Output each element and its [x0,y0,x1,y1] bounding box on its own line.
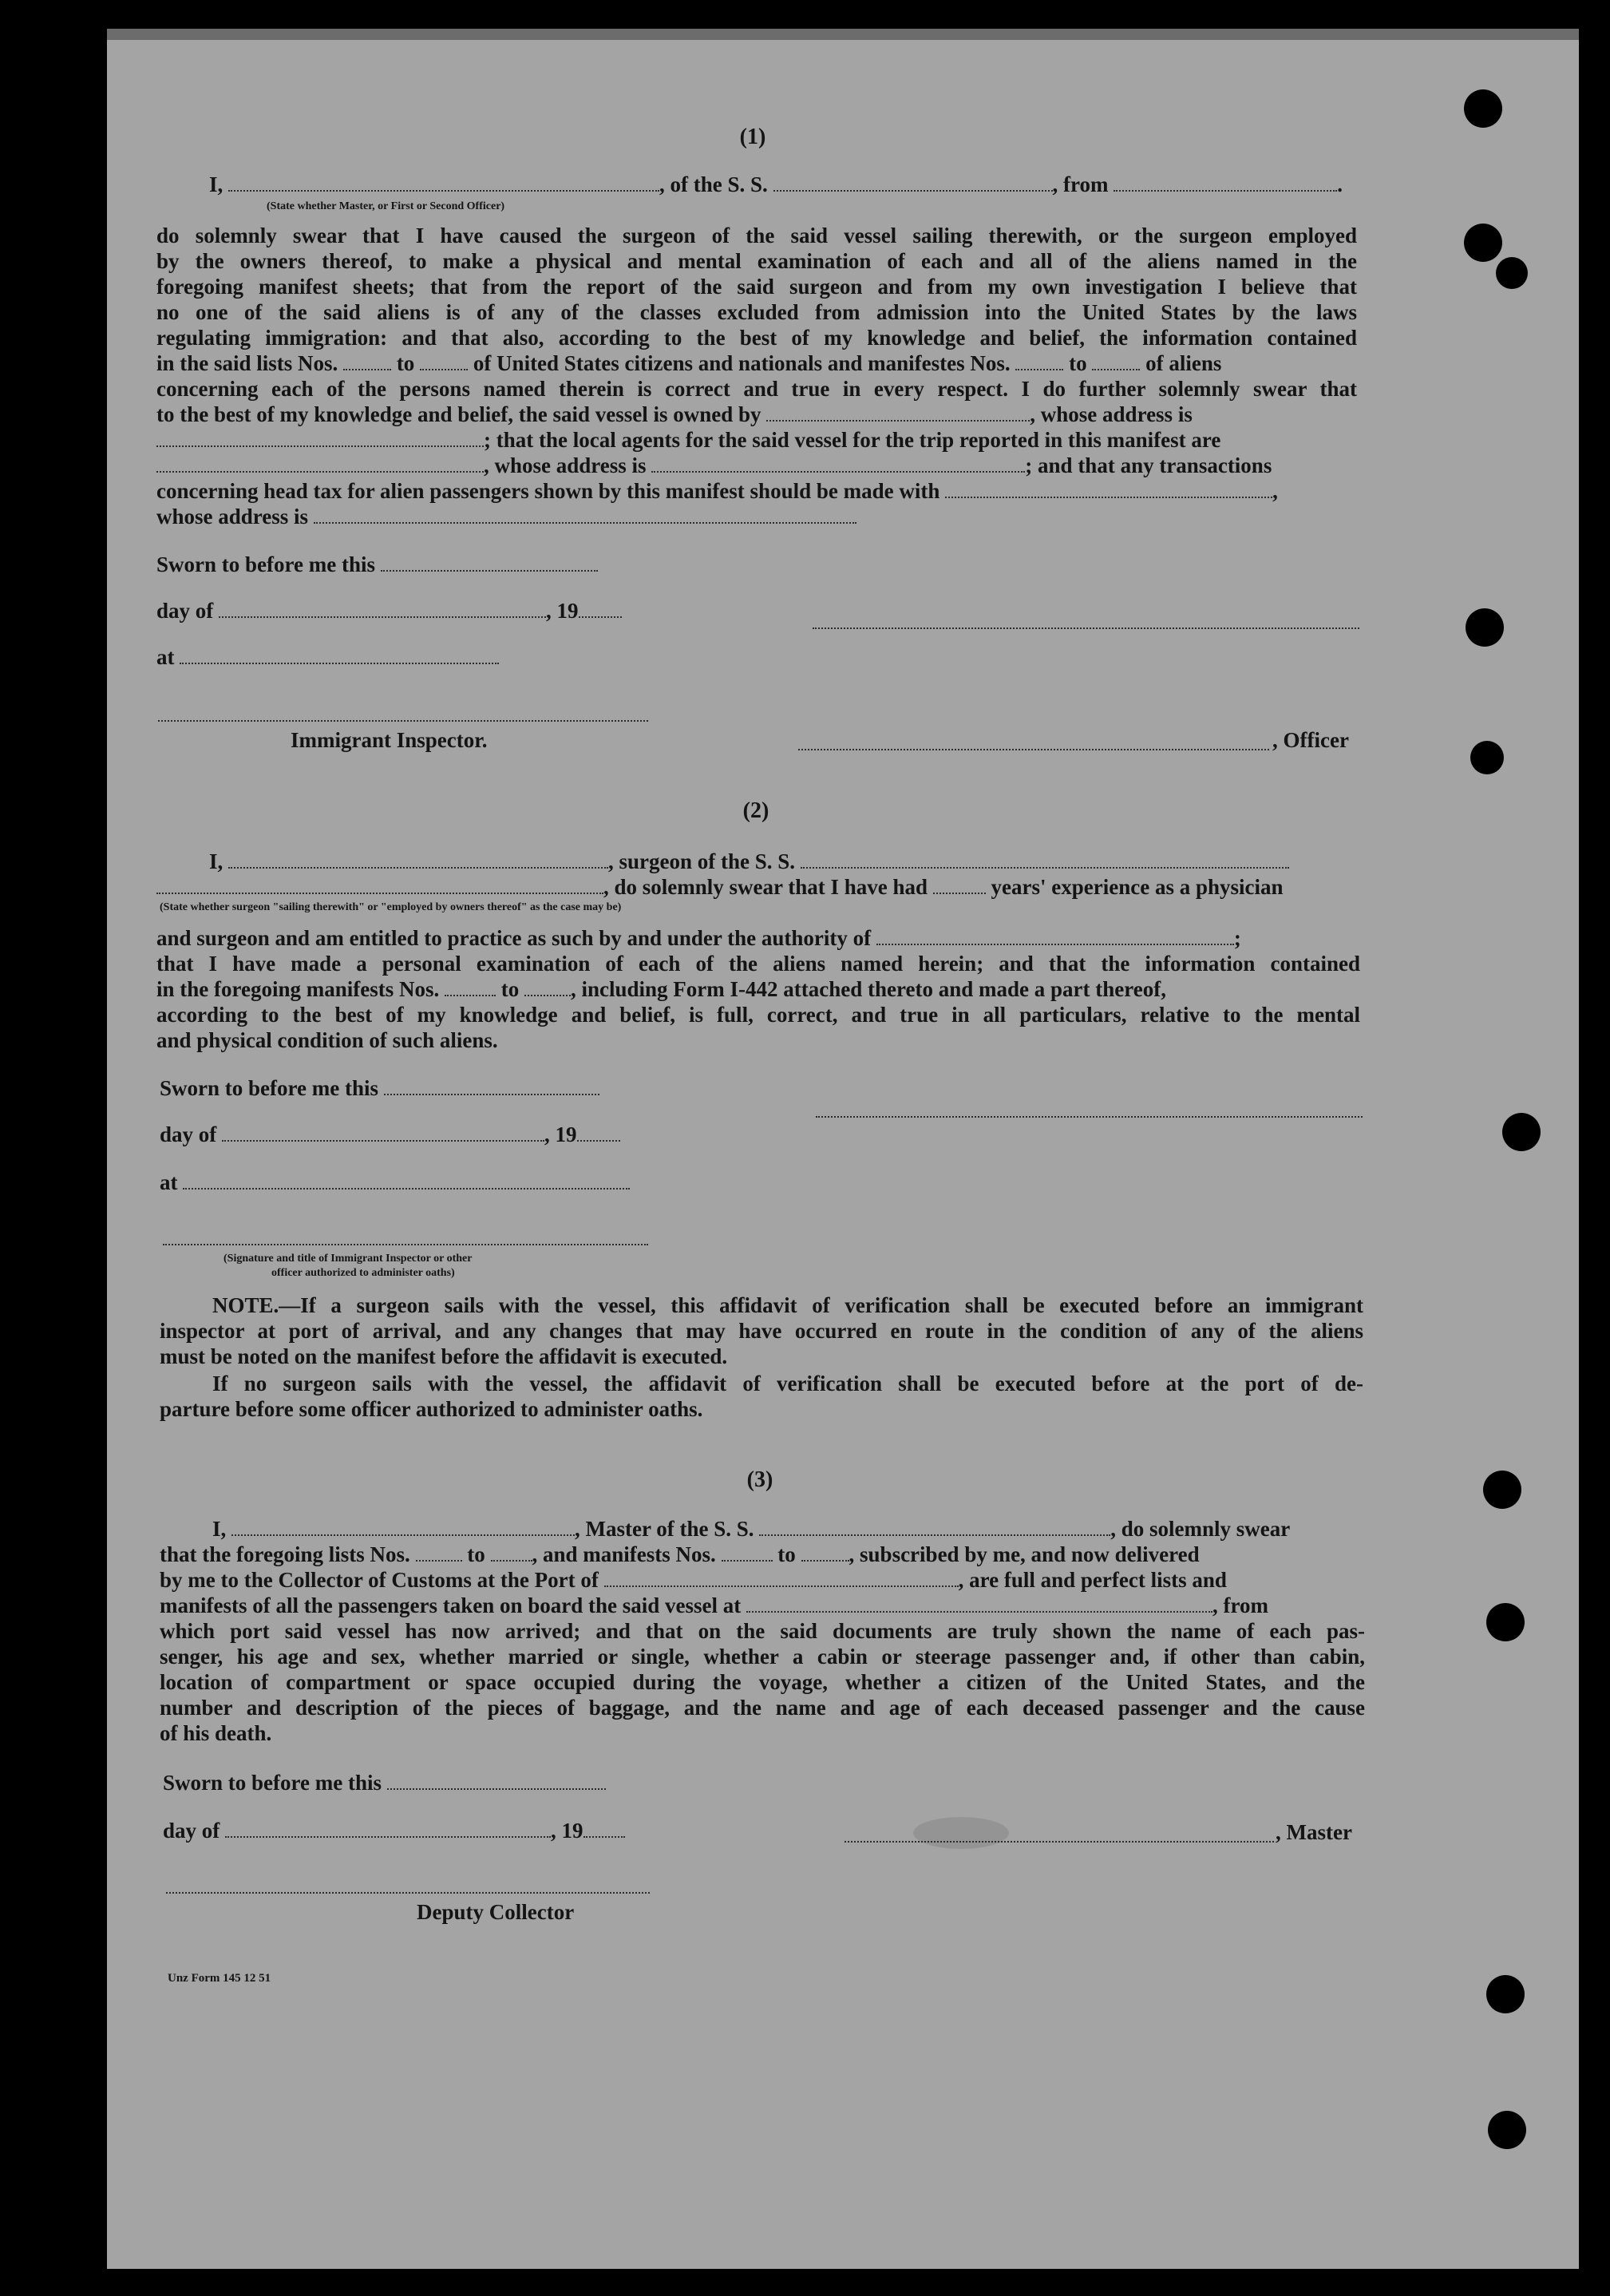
field-agents-address[interactable] [651,453,1025,473]
inspector-signature-line [158,720,648,722]
section-2-para-line: and physical condition of such aliens. [156,1028,498,1052]
section-1-number: (1) [739,125,766,149]
field-local-agents[interactable] [156,453,484,473]
field-sworn-day[interactable] [387,1771,606,1790]
text: of United States citizens and nationals and manifestes Nos. [473,351,1011,375]
text: at [160,1170,178,1194]
field-manifests-from[interactable] [1015,351,1063,370]
section-1-para-line [156,477,1278,505]
text: , [1272,479,1278,503]
section-3-sworn [163,1769,606,1796]
section-2-para-line: that I have made a personal examination of each of the aliens named herein; and that the information contained [156,952,1360,976]
section-2-number: (2) [742,798,769,823]
field-sworn-day[interactable] [384,1076,599,1095]
note-line: If no surgeon sails with the vessel, the affidavit of verification shall be executed before at the port of de- [212,1372,1363,1395]
field-vessel-name[interactable] [759,1517,1110,1536]
field-owner[interactable] [766,402,1030,422]
field-port[interactable] [604,1568,959,1587]
field-surgeon-name[interactable] [228,849,608,869]
section-3-para-line: which port said vessel has now arrived; and that on the said documents are truly shown the name of each pas- [160,1619,1365,1643]
officer-signature-line [798,749,1269,750]
text: , from [1052,172,1109,196]
field-boarding-port[interactable] [746,1593,1212,1613]
section-1-para-line [156,350,1221,377]
section-2-line-2 [156,873,1284,901]
section-2-day-of [160,1121,620,1148]
field-manifests-to[interactable] [801,1542,849,1562]
section-3-para-line [160,1541,1200,1568]
field-head-tax-address[interactable] [314,505,856,524]
text: , 19 [551,1819,583,1843]
section-1-para-line: foregoing manifest sheets; that from the report of the said surgeon and from my own investigation I believe that [156,275,1357,299]
field-surgeon-status[interactable] [156,875,603,894]
text: day of [163,1819,220,1843]
section-1-para-line [156,401,1193,428]
text: Sworn to before me this [156,552,375,576]
text: and surgeon and am entitled to practice as such by and under the authority of [156,926,872,950]
text: , are full and perfect lists and [958,1568,1227,1592]
section-2-signature-note: (Signature and title of Immigrant Inspector or other [224,1253,473,1265]
surgeon-signature-line [816,1116,1363,1118]
field-sworn-place[interactable] [180,645,499,664]
section-1-sworn [156,551,598,578]
text: ; and that any transactions [1025,453,1272,477]
text: , surgeon of the S. S. [608,849,796,873]
text: , Master of the S. S. [575,1517,754,1541]
section-1-para-line [156,503,856,530]
text: , whose address is [1030,402,1193,426]
field-officer-name[interactable] [228,172,659,192]
text: . [1337,172,1343,196]
text: at [156,645,175,669]
text: to [1069,351,1087,375]
field-lists-to[interactable] [420,351,468,370]
text: day of [160,1122,217,1146]
section-1-para-line [156,452,1272,479]
section-1-para-line: no one of the said aliens is of any of the classes excluded from admission into the United States by the laws [156,300,1357,324]
note-line: parture before some officer authorized to administer oaths. [160,1397,703,1421]
section-3-para-line: location of compartment or space occupied during the voyage, whether a citizen of the United States, and the [160,1670,1365,1694]
section-1-para-line: by the owners thereof, to make a physical and mental examination of each and all of the aliens named in the [156,249,1357,273]
section-3-deputy-label: Deputy Collector [417,1900,575,1924]
section-1-para-line: regulating immigration: and that also, according to the best of my knowledge and belief, the information contained [156,326,1357,350]
text: manifests of all the passengers taken on board the said vessel at [160,1593,742,1617]
text: ; [1233,926,1241,950]
text: , do solemnly swear [1110,1517,1291,1541]
section-3-para-line: number and description of the pieces of baggage, and the name and age of each deceased passenger and the cause [160,1696,1365,1720]
field-sworn-month[interactable] [219,599,546,618]
field-sworn-place[interactable] [183,1170,630,1190]
text: day of [156,599,214,623]
note-line: inspector at port of arrival, and any changes that may have occurred en route in the condition of any of the aliens [160,1319,1363,1343]
section-2-signature-note: officer authorized to administer oaths) [271,1267,455,1279]
section-2-para-line [156,924,1241,952]
text: in the said lists Nos. [156,351,338,375]
field-owner-address[interactable] [156,428,484,447]
text: , and manifests Nos. [532,1542,716,1566]
section-2-para-line: according to the best of my knowledge and belief, is full, correct, and true in all particulars, relative to the mental [156,1003,1360,1027]
text: I, [209,172,224,196]
field-lists-from[interactable] [343,351,391,370]
field-sworn-month[interactable] [222,1122,544,1142]
text: of aliens [1145,351,1222,375]
field-manifests-to[interactable] [524,977,571,996]
text: , whose address is [484,453,647,477]
field-head-tax-contact[interactable] [945,479,1272,498]
field-sworn-month[interactable] [225,1819,551,1838]
section-2-at [160,1169,630,1196]
form-number: Unz Form 145 12 51 [168,1972,271,1985]
text: to the best of my knowledge and belief, the said vessel is owned by [156,402,761,426]
text: , do solemnly swear that I have had [603,875,928,899]
section-1-officer-note: (State whether Master, or First or Second Officer) [267,200,505,212]
text: I, [212,1517,227,1541]
text: , 19 [544,1122,577,1146]
text: in the foregoing manifests Nos. [156,977,440,1001]
section-1-at [156,643,499,671]
signature-line-right [813,627,1359,629]
field-manifests-from[interactable] [722,1542,773,1562]
deputy-signature-line [166,1892,650,1894]
field-manifests-from[interactable] [445,977,496,996]
section-1-para-line: do solemnly swear that I have caused the surgeon of the said vessel sailing therewith, or the surgeon employed [156,224,1357,247]
text: , from [1212,1593,1268,1617]
section-3-para-line [160,1592,1268,1619]
section-3-number: (3) [746,1467,773,1492]
field-sworn-year[interactable] [577,1122,620,1142]
text: I, [209,849,224,873]
text: to [500,977,520,1001]
section-2-sworn [160,1075,599,1102]
field-vessel-name[interactable] [773,172,1053,192]
field-sworn-year[interactable] [583,1819,625,1838]
field-sworn-year[interactable] [579,599,622,618]
section-1-line-1 [209,171,1343,198]
note-line: NOTE.—If a surgeon sails with the vessel, this affidavit of verification shall be executed before an immigrant [212,1293,1363,1317]
text: that the foregoing lists Nos. [160,1542,410,1566]
field-sworn-day[interactable] [381,552,598,572]
section-1-day-of [156,597,622,624]
text: , subscribed by me, and now delivered [849,1542,1200,1566]
section-1-para-line: concerning each of the persons named therein is correct and true in every respect. I do further solemnly swear that [156,377,1357,401]
text: to [467,1542,485,1566]
field-authority[interactable] [876,926,1234,945]
text: concerning head tax for alien passengers shown by this manifest should be made with [156,479,940,503]
text: , of the S. S. [659,172,768,196]
text: to [777,1542,796,1566]
field-surgeon-vessel[interactable] [801,849,1289,869]
field-lists-from[interactable] [416,1542,462,1562]
text: , including Form I-442 attached thereto and made a part thereof, [571,977,1166,1001]
text: Sworn to before me this [160,1076,378,1100]
section-2-surgeon-note: (State whether surgeon "sailing therewith" or "employed by owners thereof" as the case may be) [160,901,622,913]
section-3-day-of [163,1817,625,1844]
field-from-port[interactable] [1114,172,1337,192]
section-2-line-1 [209,848,1289,875]
text: , 19 [546,599,579,623]
field-years-experience[interactable] [933,875,986,894]
section-3-para-line: of his death. [160,1721,272,1745]
text: Sworn to before me this [163,1771,382,1795]
note-line: must be noted on the manifest before the affidavit is executed. [160,1344,728,1368]
section-3-master-label: , Master [1276,1820,1352,1844]
text: to [396,351,415,375]
section-2-para-line [156,976,1166,1003]
text: years' experience as a physician [991,875,1284,899]
field-lists-to[interactable] [491,1542,532,1562]
section-1-para-line [156,426,1220,453]
inspector-signature-line [163,1244,648,1245]
section-3-para-line: senger, his age and sex, whether married or single, whether a cabin or steerage passenger and, if other than cabin, [160,1645,1365,1669]
text: by me to the Collector of Customs at the Port of [160,1568,599,1592]
field-manifests-to[interactable] [1092,351,1140,370]
section-3-para-line [160,1566,1227,1593]
section-1-officer-label: , Officer [1272,728,1349,752]
text: whose address is [156,505,309,528]
section-1-inspector-label: Immigrant Inspector. [291,728,488,752]
section-3-line-1 [212,1515,1290,1542]
field-master-name[interactable] [231,1517,575,1536]
text: ; that the local agents for the said vessel for the trip reported in this manifest are [484,428,1221,452]
master-signature-line [845,1841,1274,1843]
